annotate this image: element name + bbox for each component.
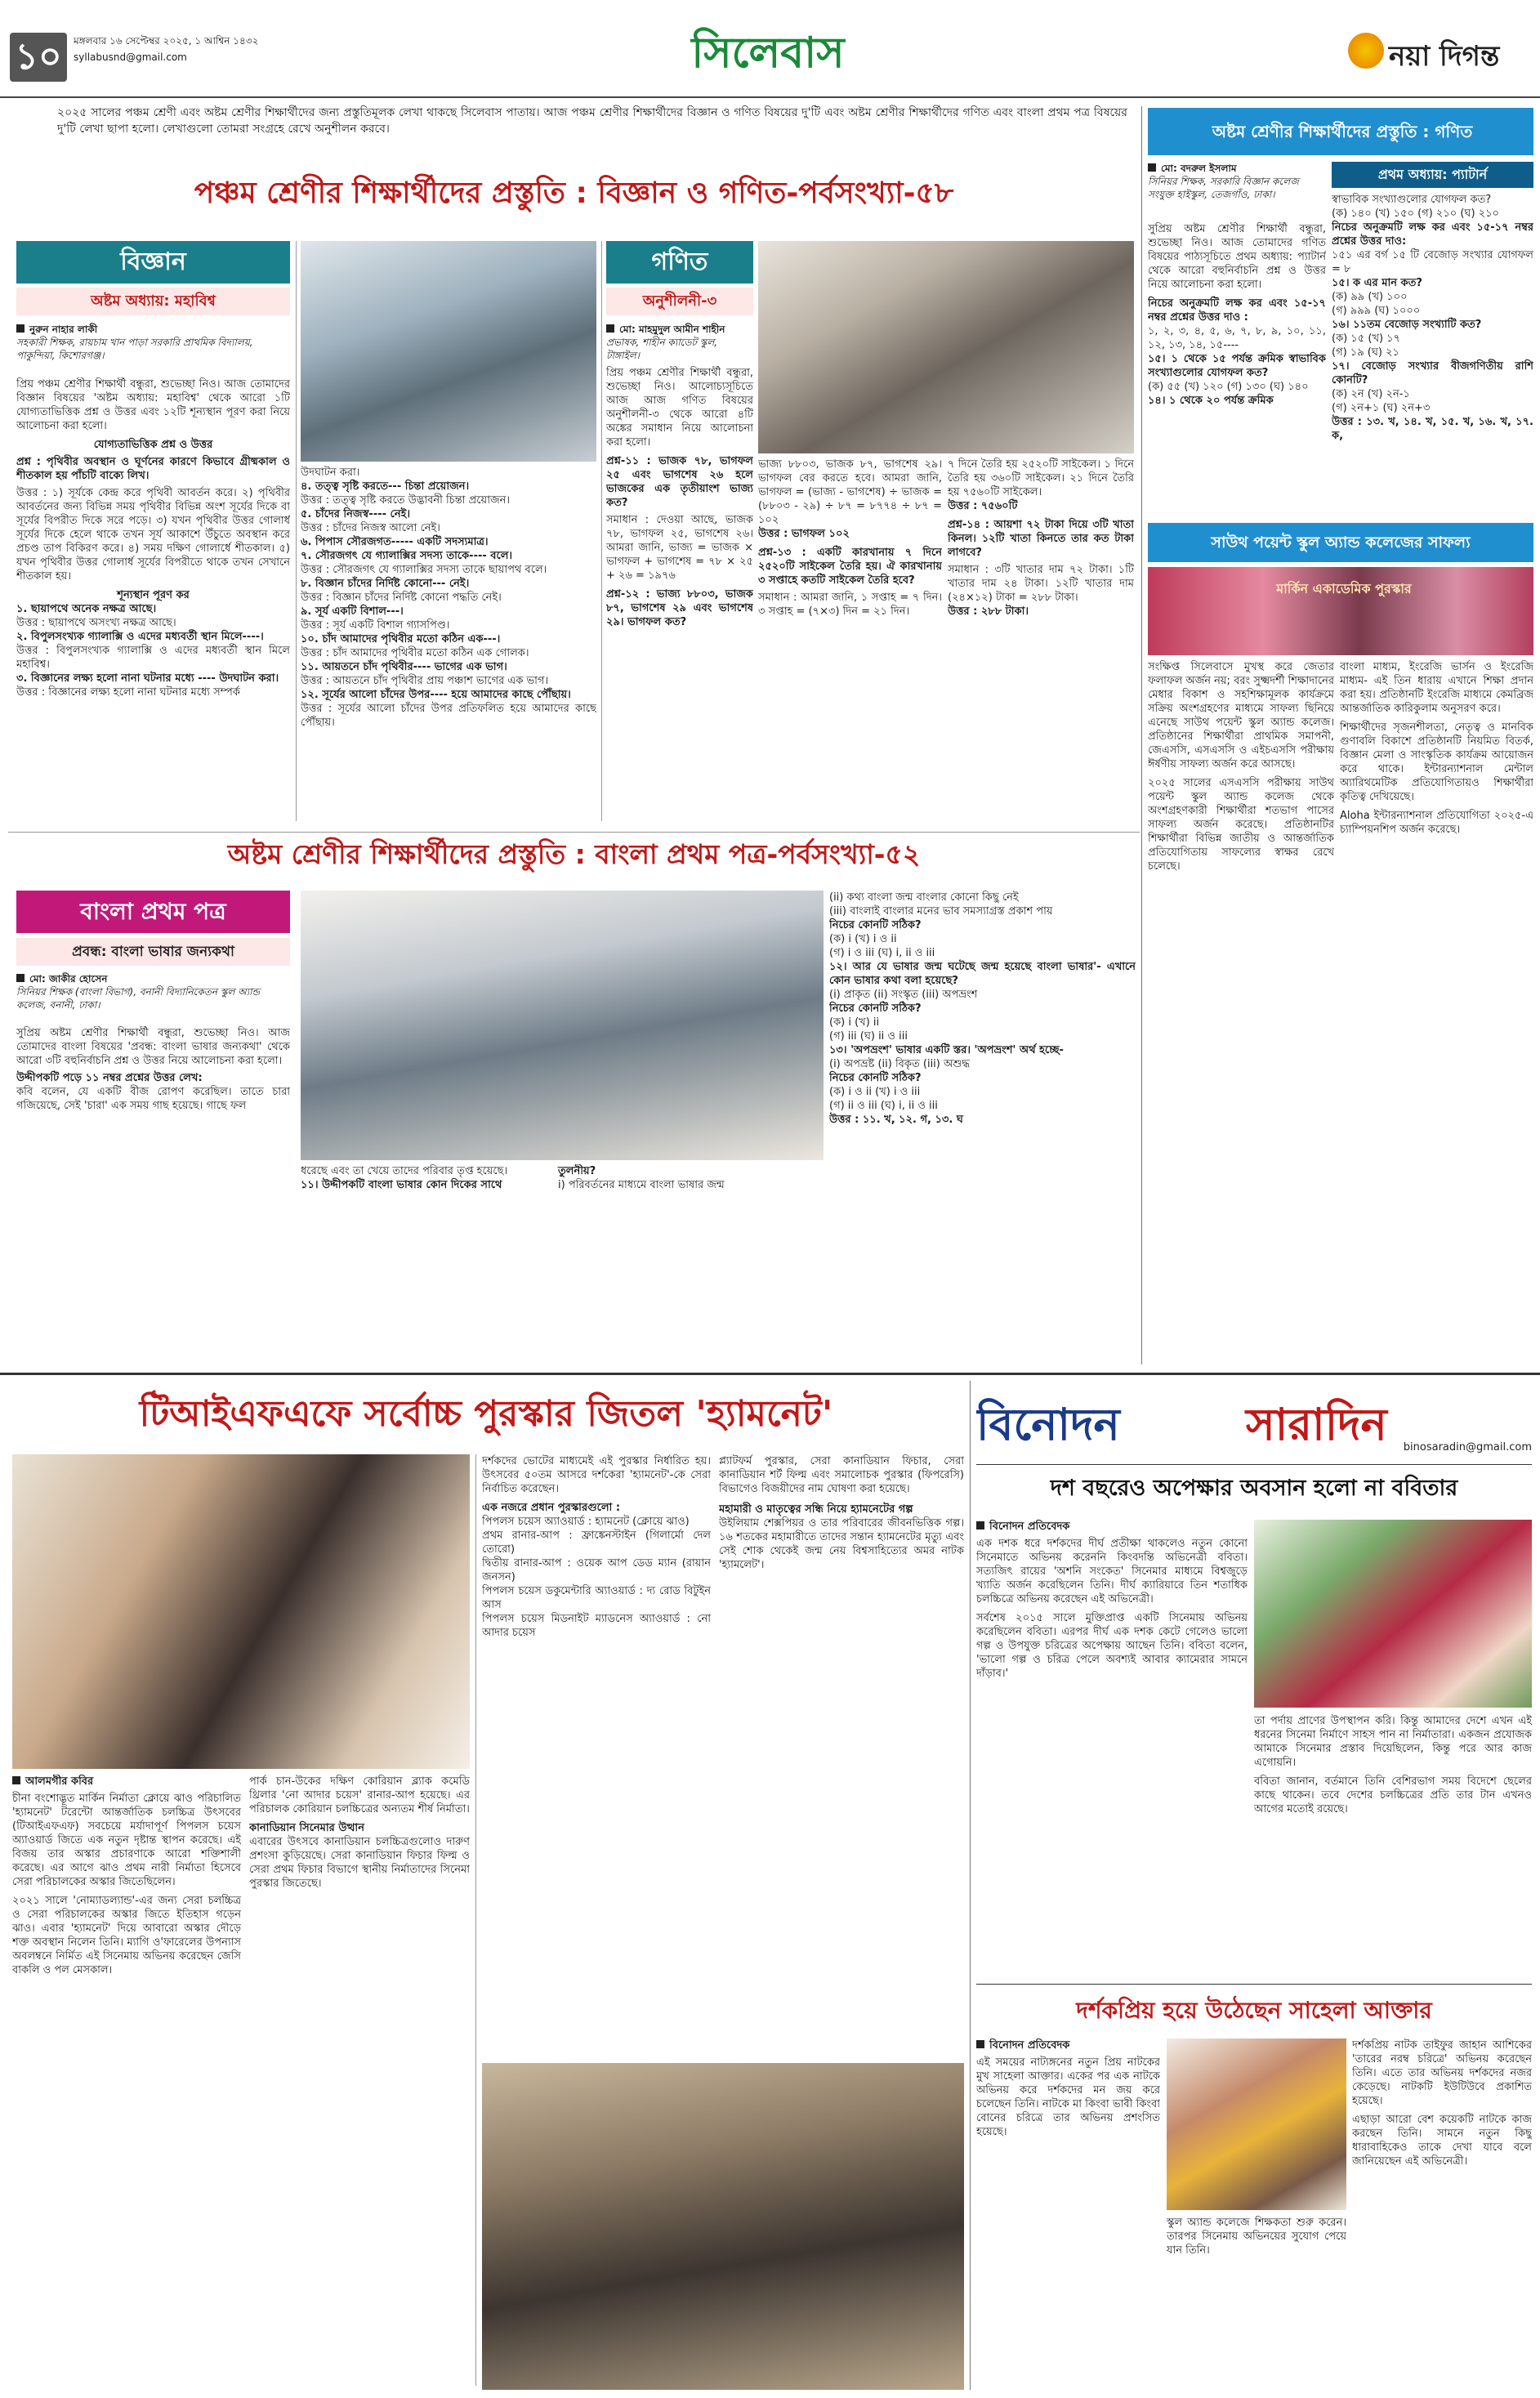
- science-author: [16, 323, 290, 372]
- divider: [601, 241, 602, 821]
- line: (ক) i ও ii (খ) i ও iii: [829, 1086, 921, 1098]
- line: ১৬। ১১তম বেজোড় সংখ্যাটি কত?: [1332, 319, 1482, 331]
- line: (iii) বাংলাই বাংলার মনের ভাব সমস্যাগ্রস্ত প্রকাশ পায়: [829, 905, 1053, 918]
- class8-chapter: প্রথম অধ্যায়: প্যাটার্ন: [1332, 162, 1533, 188]
- hamnet-col1: আলমগীর কবির চীনা বংশোদ্ভূত মার্কিন নির্মাতা ক্লোয়ে ঝাও পরিচালিত 'হ্যামনেট' টরেন্টো আন্তর্জাতিক চলচ্চিত্র উৎসবের (টিআইএফএফ) সবচেয়ে মর্যাদাপূর্ণ পিপলস চয়েস অ্যাওয়ার্ড জিতে এক নতুন দৃষ্টান্ত স্থাপন করেছে। এই বিজয় তার অস্কার প্রচারণাকে আরো শক্তিশালী করেছে। এর আগে ঝাও প্রথম নারী নির্মাতা হিসেবে সেরা পরিচালকের অস্কার জিতেছিলেন। ২০২১ সালে 'নোম্যাডল্যান্ড'-এর জন্য সেরা চলচ্চিত্র ও সেরা পরিচালকের অস্কার জিতে ইতিহাস গড়েন ঝাও। এবার 'হ্যামনেট' দিয়ে আবারো অস্কার দৌড়ে শক্ত অবস্থান নিলেন তিনি। ম্যাগি ও'ফারেলের উপন্যাস অবলম্বনে নির্মিত এই সিনেমায় অভিনয় করেছেন জেসি বাকলি ও পল মেসকাল।: [12, 1775, 241, 1976]
- line: নিচের কোনটি সঠিক?: [829, 919, 922, 931]
- line: ১২। আর যে ভাষার জন্ম ঘটেছে জন্ম হয়েছে বাংলা ভাষার'- এখানে কোন ভাষার কথা বলা হয়েছে?: [829, 961, 1136, 987]
- bangla-box: বাংলা প্রথম পত্র: [16, 891, 290, 933]
- bullet-icon: [1148, 163, 1156, 172]
- school-col1: সংক্ষিপ্ত সিলেবাসে মুখস্থ করে জেতার ফলাফল অর্জন নয়; বরং সুক্ষ্মদর্শী শিক্ষাদানের মেধার বিকাশ ও সহশিক্ষামূলক কার্যক্রমে সক্রিয় অংশগ্রহণের মাধ্যমে সাফল্য ছিনিয়ে এনেছে সাউথ পয়েন্ট স্কুল অ্যান্ড কলেজ। প্রতিষ্ঠানের শিক্ষার্থীরা প্রাথমিক সমাপনী, জেএসসি, এসএসসি ও এইচএসসি পরীক্ষায় ঈর্ষণীয় সাফল্য অর্জন করে আসছে। ২০২৫ সালের এসএসসি পরীক্ষায় সাউথ পয়েন্ট স্কুল অ্যান্ড কলেজ থেকে অংশগ্রহণকারী শিক্ষার্থীরা শতভাগ পাসের সাফল্য অর্জন করেছে। প্রতিষ্ঠানটির শিক্ষার্থীরা বিভিন্ন জাতীয় ও আন্তর্জাতিক প্রতিযোগিতায় সাফল্যের স্বাক্ষর রেখে চলেছে।: [1148, 661, 1334, 873]
- science-intro: প্রিয় পঞ্চম শ্রেণীর শিক্ষার্থী বন্ধুরা, শুভেচ্ছা নিও। আজ তোমাদের বিজ্ঞান বিষয়ের 'অষ্টম অধ্যায়: মহাবিশ্ব' থেকে আরো ১টি যোগ্যতাভিত্তিক প্রশ্ন ও উত্তর এবং ১২টি শূন্যস্থান পূরণ করা নিয়ে আলোচনা করা হলো।: [16, 378, 290, 432]
- math-answer: উত্তর : ভাগফল ১০২: [758, 528, 850, 540]
- line: (ii) কথ্য বাংলা জন্ম বাংলার কোনো কিছু নেই: [829, 891, 1019, 904]
- bangla-caption-col: [301, 1164, 546, 1192]
- science-fill-answer: উত্তর : বিপুলসংখ্যক গ্যালাক্সি ও এদের মধ্যবর্তী স্থান মিলে মহাবিশ্ব।: [16, 645, 290, 671]
- line: (i) প্রাকৃত (ii) সংস্কৃত (iii) অপভ্রংশ: [829, 989, 978, 1001]
- math-box: গণিত: [606, 241, 753, 284]
- line: উত্তর : চাঁদ আমাদের পৃথিবীর মতো কঠিন এক গোলক।: [301, 647, 529, 659]
- school-header: [1148, 523, 1533, 562]
- bangla-compare-col: [558, 1164, 824, 1192]
- math-answer: উত্তর : ২৮৮ টাকা।: [948, 605, 1029, 618]
- line: ১০. চাঁদ আমাদের পৃথিবীর মতো কঠিন এক---।: [301, 633, 501, 645]
- bobita-body: এক দশক ধরে দর্শকদের দীর্ঘ প্রতীক্ষা থাকলেও নতুন কোনো সিনেমাতে অভিনয় করেননি কিংবদন্তি অভিনেত্রী ববিতা। সত্যজিৎ রায়ের 'অশনি সংকেত' সিনেমার মাধ্যমে বিশ্বজুড়ে খ্যাতি অর্জন করেছিলেন তিনি। দীর্ঘ ক্যারিয়ারে তিন শতাধিক চলচ্চিত্রে অভিনয় করেছেন এই অভিনেত্রী।: [976, 1538, 1248, 1605]
- line: (গ) ৯৯৯ (ঘ) ১০০০: [1332, 305, 1421, 317]
- divider: [8, 832, 1140, 833]
- class8-math-header: [1148, 108, 1533, 155]
- classroom-photo: [301, 241, 596, 462]
- binodon-email: binosaradin@gmail.com: [1403, 1441, 1532, 1454]
- sahela-col1: [976, 2039, 1160, 2390]
- school-col2: বাংলা মাধ্যম, ইংরেজি ভার্সন ও ইংরেজি মাধ্যম- এই তিন ধারায় এখানে শিক্ষা প্রদান করা হয়। প্রতিষ্ঠানটি ইংরেজি মাধ্যমে কেমব্রিজ আন্তর্জাতিক কারিকুলাম অনুসরণ করে। শিক্ষার্থীদের সৃজনশীলতা, নেতৃত্ব ও মানবিক গুণাবলি বিকাশে প্রতিষ্ঠানটি নিয়মিত বিতর্ক, বিজ্ঞান মেলা ও সাংস্কৃতিক কার্যক্রম আয়োজন করে থাকে। ইন্টারন্যাশনাল মেন্টাল অ্যারিথমেটিক প্রতিযোগিতায়ও শিক্ষার্থীরা কৃতিত্ব দেখিয়েছে। Aloha ইন্টারন্যাশনাল প্রতিযোগিতা ২০২৫-এ চ্যাম্পিয়নশিপ অর্জন করেছে।: [1340, 661, 1533, 836]
- bangla-author: [16, 972, 290, 1021]
- bullet-icon: [12, 1776, 20, 1784]
- header-email: syllabusnd@gmail.com: [74, 51, 187, 63]
- award-banner-text: মার্কিন একাডেমিক পুরস্কার: [1276, 581, 1412, 596]
- bangla-mcq: [829, 891, 1136, 1201]
- bangla-chapter: প্রবন্ধ: বাংলা ভাষার জন্যকথা: [16, 938, 290, 966]
- line: ১১. আয়তনে চাঁদ পৃথিবীর---- ভাগের এক ভাগ।: [301, 661, 507, 673]
- intro-text: ২০২৫ সালের পঞ্চম শ্রেণী এবং অষ্টম শ্রেণীর শিক্ষার্থীদের জন্য প্রস্তুতিমূলক লেখা থাকছে সিলেবাস পাতায়। আজ পঞ্চম শ্রেণীর শিক্ষার্থীদের বিজ্ঞান ও গণিত বিষয়ের দু'টি এবং অষ্টম শ্রেণীর শিক্ষার্থীদের গণিত এবং বাংলা প্রথম পত্র বিষয়ের দু'টি লেখা ছাপা হলো। লেখাগুলো তোমরা সংগ্রহে রেখে অনুশীলন করবে।: [57, 106, 1127, 136]
- math-author: [606, 323, 753, 364]
- divider: [970, 1381, 971, 2390]
- sahela-body5: স্কুল অ্যান্ড কলেজে শিক্ষকতা শুরু করেন। তারপর সিনেমায় অভিনয়ের সুযোগ পেয়ে যান তিনি।: [1167, 2217, 1346, 2257]
- bangla-author-desc: সিনিয়র শিক্ষক (বাংলা বিভাগ), বনানী বিদ্যানিকেতন স্কুল অ্যান্ড কলেজ, বনানী, ঢাকা।: [16, 986, 261, 1011]
- line: উত্তর : সৌরজগৎ যে গ্যালাক্সির সদস্য তাকে ছায়াপথ বলে।: [301, 564, 547, 576]
- sahela-photo: [1167, 2039, 1346, 2210]
- header-rule: [0, 96, 1540, 98]
- hamnet-col2: পার্ক চান-উকের দক্ষিণ কোরিয়ান ব্ল্যাক কমেডি থ্রিলার 'নো আদার চয়েস' রানার-আপ হয়েছে। এর পরিচালক কোরিয়ান চলচ্চিত্রের অন্যতম শীর্ষ নির্মাতা। কানাডিয়ান সিনেমার উত্থান এবারের উৎসবে কানাডিয়ান চলচ্চিত্রগুলোও দারুণ প্রশংসা কুড়িয়েছে। সেরা কানাডিয়ান ফিচার ফিল্ম ও সেরা প্রথম ফিচার বিভাগে স্থানীয় নির্মাতাদের সিনেমা পুরস্কার জিতেছে।: [249, 1775, 470, 1890]
- sahela-col3: দর্শকপ্রিয় নাটক তাইফুর জাহান আশিকের 'তারের নরম্ব চরিত্রে' অভিনয় করেছেন তিনি। এতে তার অভিনয় দর্শকদের নজর কেড়েছে। নাটকটি ইউটিউবে প্রকাশিত হয়েছে। এছাড়া আরো বেশ কয়েকটি নাটকে কাজ করছেন তিনি। সামনে নতুন কিছু ধারাবাহিকেও তাকে দেখা যাবে বলে জানিয়েছেন এই অভিনেত্রী।: [1352, 2039, 1532, 2168]
- math-col1: [606, 366, 753, 824]
- section-title: সিলেবাস: [691, 29, 845, 78]
- class8-q: নিচের অনুক্রমটি লক্ষ কর এবং ১৫-১৭ নম্বর প্রশ্নের উত্তর দাও :: [1148, 297, 1326, 324]
- science-fill-item: ২. বিপুলসংখ্যক গ্যালাক্সি ও এদের মধ্যবর্তী স্থান মিলে----।: [16, 631, 264, 643]
- line: উত্তর : বিজ্ঞান চাঁদের নির্দিষ্ট কোনো পদ্ধতি নেই।: [301, 592, 502, 604]
- award-line: পিপলস চয়েস ডকুমেন্টারি অ্যাওয়ার্ড : দ্য রোড বিটুইন আস: [482, 1585, 711, 1611]
- line: (গ) ii ও iii (ঘ) i, ii ও iii: [829, 1100, 938, 1112]
- class8-author-name: মো: বদরুল ইসলাম: [1161, 163, 1237, 174]
- math-intro: প্রিয় পঞ্চম শ্রেণীর শিক্ষার্থী বন্ধুরা, শুভেচ্ছা নিও। আলোচ্যসূচিতে আজ আজ গণিত বিষয়ের অনুশীলনী-৩ থেকে আরো ৪টি অঙ্কের সমাধান নিয়ে আলোচনা করা হলো।: [606, 367, 753, 449]
- science-sub-heading: যোগ্যতাভিত্তিক প্রশ্ন ও উত্তর: [93, 439, 213, 451]
- hamnet-byline: আলমগীর কবির: [25, 1775, 94, 1788]
- hamnet-sub2: কানাডিয়ান সিনেমার উত্থান: [249, 1822, 364, 1834]
- line: উত্তর : তত্ত্ব সৃষ্টি করতে উদ্ভাবনী চিন্তা প্রয়োজন।: [301, 494, 510, 507]
- class8-math-headline: অষ্টম শ্রেণীর শিক্ষার্থীদের প্রস্তুতি : গণিত: [1212, 122, 1473, 141]
- divider: [1141, 106, 1142, 1364]
- bullet-icon: [976, 2040, 984, 2048]
- divider: [475, 1454, 476, 2386]
- award-line: পিপলস চয়েস মিডনাইট ম্যাডনেস অ্যাওয়ার্ড : নো আদার চয়েস: [482, 1613, 711, 1639]
- sahela-col2: [1167, 2216, 1346, 2390]
- line: ১৩। 'অপভ্রংশ' ভাষার একটি স্তর। 'অপভ্রংশ' অর্থ হচ্ছে-: [829, 1044, 1064, 1056]
- math-problem: প্রশ্ন-১৩ : একটি কারখানায় ৭ দিনে ২৫২০টি সাইকেল তৈরি হয়। ঐ কারখানায় ৩ সপ্তাহে কতটি সাইকেল তৈরি হবে?: [758, 547, 942, 587]
- paragraph: সংক্ষিপ্ত সিলেবাসে মুখস্থ করে জেতার ফলাফল অর্জন নয়; বরং সুক্ষ্মদর্শী শিক্ষাদানের মেধার বিকাশ ও সহশিক্ষামূলক কার্যক্রমে সক্রিয় অংশগ্রহণের মাধ্যমে সাফল্য ছিনিয়ে এনেছে সাউথ পয়েন্ট স্কুল অ্যান্ড কলেজ। প্রতিষ্ঠানের শিক্ষার্থীরা প্রাথমিক সমাপনী, জেএসসি, এসএসসি ও এইচএসসি পরীক্ষায় ঈর্ষণীয় সাফল্য অর্জন করে আসছে।: [1148, 661, 1334, 770]
- hamnet-hug-photo: [12, 1454, 470, 1769]
- award-line: প্রথম রানার-আপ : ফ্রাঙ্কেনস্টাইন (গিলার্মো দেল তোরো): [482, 1529, 711, 1556]
- class5-headline: পঞ্চম শ্রেণীর শিক্ষার্থীদের প্রস্তুতি : বিজ্ঞান ও গণিত-পর্বসংখ্যা-৫৮: [194, 176, 954, 210]
- bangla-text: কবি বলেন, যে একটি বীজ রোপণ করেছিল। তাতে চারা গজিয়েছে, সেই 'চারা' এক সময় গাছ হয়েছে। গাছে ফল: [16, 1086, 290, 1112]
- bobita-col1: বিনোদন প্রতিবেদক এক দশক ধরে দর্শকদের দীর্ঘ প্রতীক্ষা থাকলেও নতুন কোনো সিনেমাতে অভিনয় করেননি কিংবদন্তি অভিনেত্রী ববিতা। সত্যজিৎ রায়ের 'অশনি সংকেত' সিনেমার মাধ্যমে বিশ্বজুড়ে খ্যাতি অর্জন করেছিলেন তিনি। দীর্ঘ ক্যারিয়ারে তিন শতাধিক চলচ্চিত্রে অভিনয় করেছেন এই অভিনেত্রী। সর্বশেষ ২০১৫ সালে মুক্তিপ্রাপ্ত একটি সিনেমায় অভিনয় করেছিলেন ববিতা। এরপর দীর্ঘ এক দশক কেটে গেলেও ভালো গল্প ও উপযুক্ত চরিত্রের অপেক্ষায় আছেন তিনি। ববিতা বলেন, 'ভালো গল্প ও চরিত্র পেলে অবশ্যই আবার ক্যামেরার সামনে দাঁড়াব।': [976, 1521, 1248, 1680]
- line: ৬. পিপাস সৌরজগত----- একটি সদস্যমাত্র।: [301, 536, 489, 548]
- bangla-sub: উদ্দীপকটি পড়ে ১১ নম্বর প্রশ্নের উত্তর লেখ:: [16, 1072, 203, 1084]
- science-chapter: অষ্টম অধ্যায়: মহাবিশ্ব: [16, 288, 290, 315]
- line: ১৭। বেজোড় সংখ্যার বীজগণিতীয় রাশি কোনটি?: [1332, 360, 1533, 386]
- sahela-body4: দর্শকপ্রিয় নাটক তাইফুর জাহান আশিকের 'তারের নরম্ব চরিত্রে' অভিনয় করেছেন তিনি। এতে তার অভিনয় দর্শকদের নজর কেড়েছে। নাটকটি ইউটিউবে প্রকাশিত হয়েছে।: [1352, 2039, 1532, 2107]
- science-fill-heading: শূন্যস্থান পূরণ কর: [117, 589, 190, 601]
- class8-bangla-headline: অষ্টম শ্রেণীর শিক্ষার্থীদের প্রস্তুতি : বাংলা প্রথম পত্র-পর্বসংখ্যা-৫২: [227, 838, 921, 870]
- newspaper-logo: [1348, 29, 1528, 78]
- line: উদঘাটন করা।: [301, 467, 360, 479]
- science-box: বিজ্ঞান: [16, 241, 290, 284]
- line: ৭. সৌরজগৎ যে গ্যালাক্সির সদস্য তাকে---- বলে।: [301, 550, 513, 562]
- hamnet-col3: দর্শকদের ভোটের মাধ্যমেই এই পুরস্কার নির্ধারিত হয়। উৎসবের ৫০তম আসরে দর্শকেরা 'হ্যামনেট'-কে সেরা নির্বাচিত করেছেন। এক নজরে প্রধান পুরস্কারগুলো : পিপলস চয়েস অ্যাওয়ার্ড : হ্যামনেট (ক্লোয়ে ঝাও) প্রথম রানার-আপ : ফ্রাঙ্কেনস্টাইন (গিলার্মো দেল তোরো) দ্বিতীয় রানার-আপ : ওয়েক আপ ডেড ম্যান (রায়ান জনসন) পিপলস চয়েস ডকুমেন্টারি অ্যাওয়ার্ড : দ্য রোড বিটুইন আস পিপলস চয়েস মিডনাইট ম্যাডনেস অ্যাওয়ার্ড : নো আদার চয়েস: [482, 1455, 711, 1639]
- line: ৮. বিজ্ঞান চাঁদের নির্দিষ্ট কোনো--- নেই।: [301, 578, 470, 590]
- line: (ক) ৯৯ (খ) ১০০: [1332, 291, 1408, 303]
- math-chapter: অনুশীলনী-৩: [606, 288, 753, 315]
- math-problem: প্রশ্ন-১৪ : আয়শা ৭২ টাকা দিয়ে ৩টি খাতা কিনল। ১২টি খাতা কিনতে তার কত টাকা লাগবে?: [948, 519, 1134, 559]
- hamnet-body2: পার্ক চান-উকের দক্ষিণ কোরিয়ান ব্ল্যাক কমেডি থ্রিলার 'নো আদার চয়েস' রানার-আপ হয়েছে। এর পরিচালক কোরিয়ান চলচ্চিত্রের অন্যতম শীর্ষ নির্মাতা।: [249, 1775, 470, 1815]
- award-ceremony-photo: [1148, 567, 1533, 655]
- class8-q: ১৫। ১ থেকে ১৫ পর্যন্ত ক্রমিক স্বাভাবিক সংখ্যাগুলোর যোগফল কত?: [1148, 353, 1326, 379]
- bangla-col1: [16, 1026, 290, 1190]
- science-author-desc: সহকারী শিক্ষক, রায়চাম খান পাড়া সরকারি প্রাথমিক বিদ্যালয়, পাকুন্দিয়া, কিশোরগঞ্জ।: [16, 337, 253, 361]
- award-line: দ্বিতীয় রানার-আপ : ওয়েক আপ ডেড ম্যান (রায়ান জনসন): [482, 1557, 711, 1583]
- class8-author-desc: সিনিয়র শিক্ষক, সরকারি বিজ্ঞান কলেজ সংযুক্ত হাইস্কুল, তেজগাঁও, ঢাকা।: [1148, 176, 1299, 200]
- exam-hall-photo: [301, 891, 824, 1160]
- line: ৫. চাঁদের নিজস্ব---- নেই।: [301, 508, 410, 520]
- math-problem: প্রশ্ন-১২ : ভাজ্য ৮৮০৩, ভাজক ৮৭, ভাগশেষ ২৯ এবং ভাগশেষ ২৯। ভাগফল কত?: [606, 588, 753, 628]
- bangla-q11: ১১। উদ্দীপকটি বাংলা ভাষার কোন দিকের সাথে: [301, 1179, 502, 1191]
- paragraph: বাংলা মাধ্যম, ইংরেজি ভার্সন ও ইংরেজি মাধ্যম- এই তিন ধারায় এখানে শিক্ষা প্রদান করা হয়। প্রতিষ্ঠানটি ইংরেজি মাধ্যমে কেমব্রিজ আন্তর্জাতিক কারিকুলাম অনুসরণ করে।: [1340, 661, 1533, 715]
- sahela-headline: দর্শকপ্রিয় হয়ে উঠেছেন সাহেলা আক্তার: [1076, 1997, 1432, 2024]
- bangla-tulona: তুলনীয়?: [558, 1165, 596, 1177]
- line: (ক) ১৪০ (খ) ১৫০ (গ) ২১০ (ঘ) ২১০: [1332, 208, 1500, 220]
- paragraph: Aloha ইন্টারন্যাশনাল প্রতিযোগিতা ২০২৫-এ চ্যাম্পিয়নশিপ অর্জন করেছে।: [1340, 810, 1533, 836]
- line: উত্তর : ১৩. খ, ১৪. খ, ১৫. খ, ১৬. খ, ১৭. ক,: [1332, 416, 1533, 442]
- line: (i) অপভ্রষ্ট (ii) বিকৃত (iii) অশুদ্ধ: [829, 1058, 970, 1070]
- bobita-col2: তা পর্দায় প্রাণের উপস্থাপন করি। কিন্তু আমাদের দেশে এখন এই ধরনের সিনেমা নির্মাণে সাহস পান না নির্মাতারা। একজন প্রযোজক আমাকে সিনেমার প্রস্তাব দিয়েছিলেন, কিন্তু পরে আর কাজ এগোয়নি। ববিতা জানান, বর্তমানে তিনি বেশিরভাগ সময় বিদেশে ছেলের কাছে থাকেন। তবে দেশের চলচ্চিত্রের প্রতি তার টান এখনও আগের মতোই রয়েছে।: [1254, 1715, 1532, 1815]
- science-fill-answer: উত্তর : ছায়াপথে অসংখ্য নক্ষত্র আছে।: [16, 617, 176, 629]
- hamnet-col4: প্ল্যাটফর্ম পুরস্কার, সেরা কানাডিয়ান ফিচার, সেরা কানাডিয়ান শর্ট ফিল্ম এবং সমালোচক পুরস্কার (ফিপরেসি) বিভাগেও বিজয়ীদের নাম ঘোষণা করা হয়েছে। মহামারী ও মাতৃত্বের সন্ধি নিয়ে হ্যামনেটের গল্প উইলিয়াম শেক্সপিয়র ও তার পরিবারের জীবনভিত্তিক গল্প। ১৬ শতকের মহামারীতে তাদের সন্তান হ্যামনেটের মৃত্যু এবং সেই শোক থেকেই জন্ম নেয় বিশ্বসাহিত্যের অমর নাটক 'হ্যামলেট'।: [719, 1455, 964, 1571]
- line: ৯. সূর্য একটি বিশাল---।: [301, 605, 404, 618]
- line: (ক) ১৫ (খ) ১৭: [1332, 333, 1401, 345]
- bullet-icon: [16, 974, 25, 982]
- page-header: [0, 0, 1540, 98]
- line: (গ) i ও iii (ঘ) i, ii ও iii: [829, 947, 935, 959]
- bullet-icon: [976, 1521, 984, 1529]
- class8-q: ১৪। ১ থেকে ২০ পর্যন্ত ক্রমিক: [1148, 395, 1274, 407]
- class8-math-author: [1148, 162, 1326, 219]
- logo-text: নয়া দিগন্ত: [1389, 40, 1500, 73]
- divider: [296, 241, 297, 821]
- line: (ক) i (খ) i ও ii: [829, 933, 897, 945]
- science-fill-item: ৩. বিজ্ঞানের লক্ষ্য হলো নানা ঘটনার মধ্যে ---- উদঘাটন করা।: [16, 672, 279, 685]
- bobita-body2: তা পর্দায় প্রাণের উপস্থাপন করি। কিন্তু আমাদের দেশে এখন এই ধরনের সিনেমা নির্মাণে সাহস পান না নির্মাতারা। একজন প্রযোজক আমাকে সিনেমার প্রস্তাব দিয়েছিলেন, কিন্তু পরে আর কাজ এগোয়নি।: [1254, 1715, 1532, 1769]
- bobita-headline: দশ বছরেও অপেক্ষার অবসান হলো না ববিতার: [1050, 1476, 1458, 1501]
- science-fill-answer: উত্তর : বিজ্ঞানের লক্ষ্য হলো নানা ঘটনার মধ্যে সম্পর্ক: [16, 686, 240, 699]
- hamnet-headline: টিআইএফএফে সর্বোচ্চ পুরস্কার জিতল 'হ্যামনেট': [139, 1393, 833, 1435]
- line: (গ) iii (ঘ) ii ও iii: [829, 1030, 908, 1043]
- math-col3: ৭ দিনে তৈরি হয় ২৫২০টি সাইকেল। ১ দিনে তৈরি হয় ৩৬০টি সাইকেল। ২১ দিনে তৈরি হয় ৭৫৬০টি সাইকেল। উত্তর : ৭৫৬০টি প্রশ্ন-১৪ : আয়শা ৭২ টাকা দিয়ে ৩টি খাতা কিনল। ১২টি খাতা কিনতে তার কত টাকা লাগবে? সমাধান : ৩টি খাতার দাম ৭২ টাকা। ১টি খাতার দাম ২৪ টাকা। ১২টি খাতার দাম (২৪×১২) টাকা = ২৮৮ টাকা। উত্তর : ২৮৮ টাকা।: [948, 458, 1134, 618]
- line: উত্তর : চাঁদের নিজস্ব আলো নেই।: [301, 522, 440, 534]
- science-answer: উত্তর : ১) সূর্যকে কেন্দ্র করে পৃথিবী আবর্তন করে। ২) পৃথিবীর আবর্তনের জন্য বিভিন্ন সময় পৃথিবীর বিভিন্ন অংশ সূর্যের দিকে বা সূর্যের বিপরীত দিকে সরে পড়ে। ৩) যখন পৃথিবীর উত্তর গোলার্ধ সূর্যের দিকে হেলে থাকে তখন সূর্য আকাশে উঁচুতে অবস্থান করে প্রচণ্ড তাপ বিকিরণ করে। ৪) সময় দক্ষিণ গোলার্ধে শীতকাল। ৫) যখন পৃথিবীর উত্তর গোলার্ধ সূর্যের বিপরীতে থাকে তখন সেখানে শীতকাল হয়।: [16, 487, 290, 583]
- math-col2: ভাজ্য ৮৮০৩, ভাজক ৮৭, ভাগশেষ ২৯। ভাগফল বের করতে হবে। আমরা জানি, ভাগফল = (ভাজ্য - ভাগশেষ) ÷ ভাজক = (৮৮০৩ - ২৯) ÷ ৮৭ = ৮৭৭৪ ÷ ৮৭ = ১০২ উত্তর : ভাগফল ১০২ প্রশ্ন-১৩ : একটি কারখানায় ৭ দিনে ২৫২০টি সাইকেল তৈরি হয়। ঐ কারখানায় ৩ সপ্তাহে কতটি সাইকেল তৈরি হবে? সমাধান : আমরা জানি, ১ সপ্তাহ = ৭ দিন। ৩ সপ্তাহ = (৭×৩) দিন = ২১ দিন।: [758, 458, 942, 618]
- section-rule: [0, 1373, 1540, 1375]
- hamnet-sub3: মহামারী ও মাতৃত্বের সন্ধি নিয়ে হ্যামনেটের গল্প: [719, 1503, 913, 1516]
- hamnet-awards-heading: এক নজরে প্রধান পুরস্কারগুলো :: [482, 1502, 621, 1514]
- line: ৪. তত্ত্ব সৃষ্টি করতে--- চিন্তা প্রয়োজন।: [301, 480, 470, 493]
- class8-math-col2: [1332, 193, 1533, 520]
- line: (গ) ১৯ (ঘ) ২১: [1332, 346, 1399, 359]
- logo-sun-icon: [1348, 33, 1384, 69]
- bullet-icon: [16, 324, 25, 333]
- school-headline: সাউথ পয়েন্ট স্কুল অ্যান্ড কলেজের সাফল্য: [1211, 534, 1471, 551]
- line: ১২. সূর্যের আলো চাঁদের উপর---- হয়ে আমাদের কাছে পৌঁছায়।: [301, 689, 571, 701]
- bangla-intro: সুপ্রিয় অষ্টম শ্রেণীর শিক্ষার্থী বন্ধুরা, শুভেচ্ছা নিও। আজ তোমাদের বাংলা বিষয়ের 'প্রবন্ধ: বাংলা ভাষার জন্যকথা' থেকে আরো ৩টি বহুনির্বাচনি প্রশ্ন ও উত্তর নিয়ে আলোচনা করা হলো।: [16, 1027, 290, 1067]
- line: উত্তর : ১১. খ, ১২. গ, ১৩. ঘ: [829, 1114, 963, 1126]
- sahela-byline: বিনোদন প্রতিবেদক: [989, 2039, 1070, 2052]
- science-author-name: নুরুন নাহার লাকী: [29, 324, 98, 335]
- line: স্বাভাবিক সংখ্যাগুলোর যোগফল কত?: [1332, 194, 1492, 206]
- bangla-option: i) পরিবর্তনের মাধ্যমে বাংলা ভাষার জন্ম: [558, 1179, 725, 1191]
- students-writing-photo: [758, 241, 1134, 453]
- binodon-title-1: বিনোদন: [976, 1399, 1120, 1450]
- math-solution: সমাধান : দেওয়া আছে, ভাজক ৭৮, ভাগফল ২৫, ভাগশেষ ২৬। আমরা জানি, ভাজ্য = ভাজক × ভাগফল + ভাগশেষ = ৭৮ × ২৫ + ২৬ = ১৯৭৬: [606, 514, 753, 582]
- line: নিচের কোনটি সঠিক?: [829, 1003, 922, 1015]
- binodon-title-2: সারাদিন: [1246, 1399, 1387, 1450]
- class8-intro: সুপ্রিয় অষ্টম শ্রেণীর শিক্ষার্থী বন্ধুরা, শুভেচ্ছা নিও। আজ তোমাদের গণিত বিষয়ের পাঠ্যসূচিতে প্রথম অধ্যায়: প্যাটার্ন থেকে আরো বহুনির্বাচনি প্রশ্ন ও উত্তর নিয়ে আলোচনা করা হলো।: [1148, 223, 1326, 291]
- science-col2: [301, 466, 596, 825]
- line: উত্তর : সূর্য একটি বিশাল গ্যাসপিণ্ড।: [301, 619, 450, 632]
- math-author-desc: প্রভাষক, শাহীন ক্যাডেট স্কুল, টাঙ্গাইল।: [606, 337, 718, 361]
- header-date: মঙ্গলবার ১৬ সেপ্টেম্বর ২০২৫, ১ আশ্বিন ১৪৩২: [74, 35, 259, 47]
- line: ১৫১ এর বর্গ ১৫ টি বেজোড় সংখ্যার যোগফল = ৮: [1332, 249, 1533, 275]
- line: ১৫। ক এর মান কত?: [1332, 277, 1422, 289]
- line: উত্তর : সূর্যের আলো চাঁদের উপর প্রতিফলিত হয়ে আমাদের কাছে পৌঁছায়।: [301, 703, 596, 729]
- bangla-under-photo: [301, 1164, 824, 1197]
- hamnet-body: চীনা বংশোদ্ভূত মার্কিন নির্মাতা ক্লোয়ে ঝাও পরিচালিত 'হ্যামনেট' টরেন্টো আন্তর্জাতিক চলচ্চিত্র উৎসবের (টিআইএফএফ) সবচেয়ে মর্যাদাপূর্ণ পিপলস চয়েস অ্যাওয়ার্ড জিতে এক নতুন দৃষ্টান্ত স্থাপন করেছে। এই বিজয় তার অস্কার প্রচারণাকে আরো শক্তিশালী করেছে। এর আগে ঝাও প্রথম নারী নির্মাতা হিসেবে সেরা পরিচালকের অস্কার জিতেছিলেন।: [12, 1793, 241, 1888]
- science-fill-item: ১. ছায়াপথে অনেক নক্ষত্র আছে।: [16, 603, 157, 615]
- science-question: প্রশ্ন : পৃথিবীর অবস্থান ও ঘূর্ণনের কারণে কিভাবে গ্রীষ্মকাল ও শীতকাল হয় পাঁচটি বাক্যে লিখ।: [16, 456, 290, 482]
- bobita-photo: [1254, 1520, 1532, 1708]
- bangla-caption: ধরেছে এবং তা খেয়ে তাদের পরিবার তৃপ্ত হয়েছে।: [301, 1165, 508, 1177]
- bangla-author-name: মো: জাকীর হোসেন: [29, 973, 108, 985]
- award-line: পিপলস চয়েস অ্যাওয়ার্ড : হ্যামনেট (ক্লোয়ে ঝাও): [482, 1516, 690, 1528]
- line: নিচের অনুক্রমটি লক্ষ কর এবং ১৫-১৭ নম্বর প্রশ্নের উত্তর দাও:: [1332, 221, 1533, 248]
- class8-q: ১, ২, ৩, ৪, ৫, ৬, ৭, ৮, ৯, ১০, ১১, ১২, ১৩, ১৪, ১৫----: [1148, 325, 1326, 351]
- class8-q: (ক) ৫৫ (খ) ১২০ (গ) ১৩০ (ঘ) ১৪০: [1148, 381, 1309, 393]
- math-problem: প্রশ্ন-১১ : ভাজক ৭৮, ভাগফল ২৫ এবং ভাগশেষ ২৬ হলে ভাজকের এক তৃতীয়াংশ ভাজ্য কত?: [606, 455, 753, 509]
- bullet-icon: [606, 324, 614, 333]
- page-number: ১০: [10, 33, 67, 82]
- bobita-byline: বিনোদন প্রতিবেদক: [989, 1521, 1070, 1533]
- line: (ক) ২ন (খ) ২ন-১: [1332, 388, 1410, 400]
- sahela-body: এই সময়ের নাট্যঙ্গনের নতুন প্রিয় নাটকের মুখ সাহেলা আক্তার। একের পর এক নাটকে অভিনয় করে দর্শকদের মন জয় করে চলেছেন তিনি। নাটকে মা কিংবা ভাবী কিংবা বোনের চরিত্রে তার অভিনয় প্রশংসিত হয়েছে।: [976, 2056, 1160, 2138]
- divider: [976, 1984, 1532, 1985]
- line: উত্তর : আয়তনে চাঁদ পৃথিবীর প্রায় পঞ্চাশ ভাগের এক ভাগ।: [301, 675, 549, 687]
- class8-math-col1: [1148, 222, 1326, 516]
- math-answer: উত্তর : ৭৫৬০টি: [948, 500, 1018, 512]
- divider: [976, 1464, 1532, 1465]
- hamnet-body3: উইলিয়াম শেক্সপিয়র ও তার পরিবারের জীবনভিত্তিক গল্প। ১৬ শতকের মহামারীতে তাদের সন্তান হ্যামনেটের মৃত্যু এবং সেই শোক থেকেই জন্ম নেয় বিশ্বসাহিত্যের অমর নাটক 'হ্যামলেট'।: [719, 1517, 964, 1571]
- binodon-masthead: [976, 1387, 1532, 1459]
- line: (ক) i (খ) ii: [829, 1016, 880, 1029]
- math-author-name: মো: মাহমুদুল আমীন শাহীন: [619, 324, 725, 335]
- line: নিচের কোনটি সঠিক?: [829, 1072, 922, 1084]
- hamnet-crowd-photo: [482, 2063, 964, 2390]
- line: (গ) ২ন+১ (ঘ) ২ন+৩: [1332, 402, 1431, 414]
